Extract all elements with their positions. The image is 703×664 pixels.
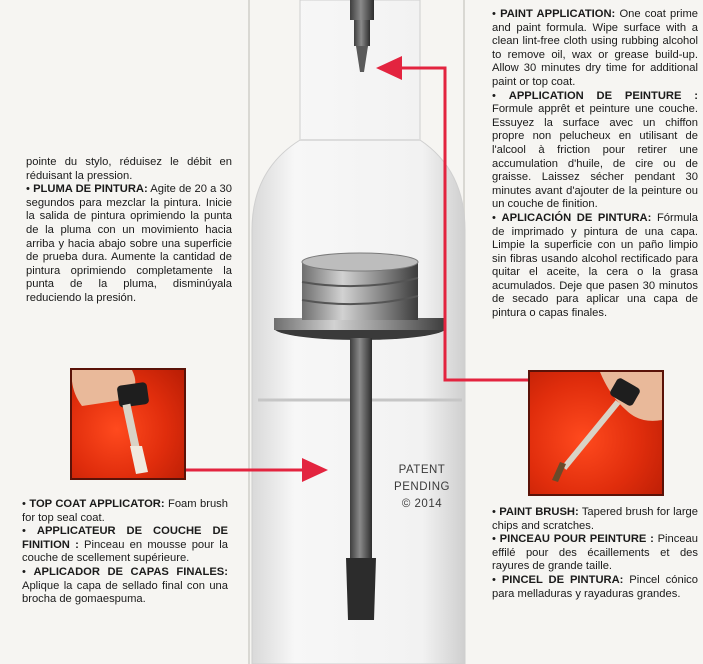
right-bottom-text: • PAINT BRUSH: Tapered brush for large chips and scratches. • PINCEAU POUR PEINTURE : Pinceau effilé pour des écaillements et des rayures de grande taille. • PINCEL DE PINTURA: Pincel cónico para melladuras y rayaduras grandes. [492,506,698,600]
application-peinture-body: Formule apprêt et peinture une couche. Essuyez la surface avec un chiffon propre non pelucheux en utilisant de l'alcool à friction pour retirer une accumulation d'huile, de cire ou de graisse. Laissez sécher pendant 30 minutes avant d'ajouter de la peinture ou un couche de finition. [492,103,698,211]
pincel-title: PINCEL DE PINTURA: [501,573,624,586]
paint-application-title: PAINT APPLICATION: [500,8,616,20]
left-top-text: pointe du stylo, réduisez le débit en réduisant la pression. • PLUMA DE PINTURA: Agite de 20 a 30 segundos para mezclar la pintura. Inicie la salida de pintura oprimiendo la punta de la pluma con un movimiento hacia arriba y hacia abajo sobre una superficie de prueba dura. Aumente la cantidad de pintura oprimiendo completamente la punta de la pluma, disminúyala reduciendo la presión. [26,156,232,304]
patent-line3: © 2014 [401,498,443,510]
top-coat-title: TOP COAT APPLICATOR: [29,498,165,510]
aplicacion-pintura-body: Fórmula de imprimado y pintura de una capa. Limpie la superficie con un paño limpio sin fibras usando alcohol rectificado para quitar el aceite, la cera o la grasa acumulados. Deje que pasen 30 minutos de secado para aplicar una capa de pintura o capas finales. [492,211,698,320]
application-peinture-title: APPLICATION DE PEINTURE : [508,89,698,102]
pluma-body: Agite de 20 a 30 segundos para mezclar la pintura. Inicie la salida de pintura oprimiendo la punta de la pluma con un movimiento hacia arriba y hacia abajo sobre una superficie de prueba dura. Aumente la cantidad de pintura oprimiendo completamente la punta de la pluma, disminúyala reduciendo la presión. [26,183,232,304]
foam-tip [346,558,376,620]
patent-notice [382,462,462,513]
pinceau-body: Pinceau effilé pour des écaillements et des rayures de grande taille. [492,533,698,573]
top-coat-body: Foam brush for top seal coat. [22,498,228,524]
fr-continued-text: pointe du stylo, réduisez le débit en réduisant la pression. [26,156,232,182]
pinceau-title: PINCEAU POUR PEINTURE : [499,533,654,546]
applicator-stem [350,338,372,558]
pluma-title: PLUMA DE PINTURA: [33,183,148,196]
paint-brush-title: PAINT BRUSH: [499,506,579,518]
right-top-text: • PAINT APPLICATION: One coat prime and paint formula. Wipe surface with a clean lint-free cloth using rubbing alcohol to remove oil, wax or grease build-up. Allow 30 minutes dry time for additional paint or top coat. • APPLICATION DE PEINTURE : Formule apprêt et peinture une couche. Essuyez la surface avec un chiffon propre non pelucheux en utilisant de l'alcool à friction pour retirer une accumulation d'huile, de cire ou de graisse. Laissez sécher pendant 30 minutes avant d'ajouter de la peinture ou un couche de finition. • APLICACIÓN DE PINTURA: Fórmula de imprimado y pintura de una capa. Limpie la superficie con un paño limpio sin fibras usando alcohol rectificado para quitar el aceite, la cera o la grasa acumulados. Deje que pasen 30 minutos de secado para aplicar una capa de pintura o capas finales. [492,8,699,320]
aplicacion-pintura-title: APLICACIÓN DE PINTURA: [501,211,652,224]
patent-line1: PATENT [398,464,446,476]
paint-brush-body: Tapered brush for large chips and scratches. [492,506,698,532]
paint-brush-photo [528,370,664,496]
pincel-body: Pincel cónico para melladuras y rayaduras grandes. [492,573,698,600]
paint-application-body: One coat prime and paint formula. Wipe surface with a clean lint-free cloth using rubbing alcohol to remove oil, wax or grease build-up. Allow 30 minutes dry time for additional paint or top coat. [492,8,699,88]
patent-line2: PENDING [394,481,450,493]
aplicador-body: Aplique la capa de sellado final con una brocha de gomaespuma. [22,579,228,606]
pen-barrel [350,0,374,20]
applicateur-title: APPLICATEUR DE COUCHE DE FINITION : [22,525,228,551]
left-bottom-text: • TOP COAT APPLICATOR: Foam brush for top seal coat. • APPLICATEUR DE COUCHE DE FINITION : Pinceau en mousse pour la couche de scellement supérieure. • APLICADOR DE CAPAS FINALES: Aplique la capa de sellado final con una brocha de gomaespuma. [22,498,229,606]
aplicador-title: APLICADOR DE CAPAS FINALES: [33,565,228,578]
applicateur-body: Pinceau en mousse pour la couche de scellement supérieure. [22,538,229,565]
foam-applicator-photo [70,368,186,480]
